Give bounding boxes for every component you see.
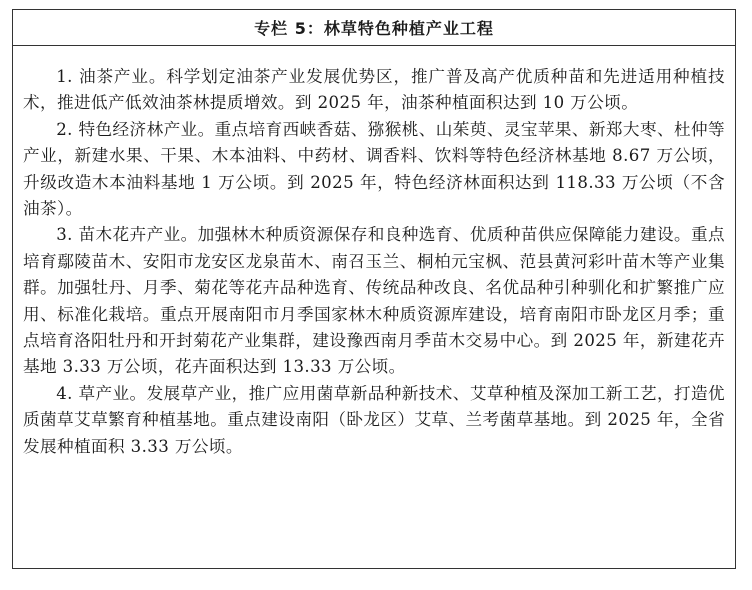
- paragraph-seedlings-flowers: 3. 苗木花卉产业。加强林木种质资源保存和良种选育、优质种苗供应保障能力建设。重点培育鄢陵苗木、安阳市龙安区龙泉苗木、南召玉兰、桐柏元宝枫、范县黄河彩叶苗木等产业集群。加强牡丹、月季、菊花等花卉品种选育、传统品种改良、名优品种引种驯化和扩繁推广应用、标准化栽培。重点开展南阳市月季国家林木种质资源库建设，培育南阳市卧龙区月季；重点培育洛阳牡丹和开封菊花产业集群，建设豫西南月季苗木交易中心。到 2025 年，新建花卉基地 3.33 万公顷，花卉面积达到 13.33 万公顷。: [23, 225, 725, 377]
- feature-box-title: 专栏 5：林草特色种植产业工程: [254, 19, 494, 38]
- feature-box: [12, 9, 736, 569]
- feature-box-body: [13, 46, 735, 460]
- paragraph-grass: 4. 草产业。发展草产业，推广应用菌草新品种新技术、艾草种植及深加工新工艺，打造优质菌草艾草繁育种植基地。重点建设南阳（卧龙区）艾草、兰考菌草基地。到 2025 年，全省发展种植面积 3.33 万公顷。: [23, 383, 725, 456]
- feature-box-header: [13, 10, 735, 46]
- paragraph-economic-forest: 2. 特色经济林产业。重点培育西峡香菇、猕猴桃、山茱萸、灵宝苹果、新郑大枣、杜仲等产业，新建水果、干果、木本油料、中药材、调香料、饮料等特色经济林基地 8.67 万公顷，升级改造木本油料基地 1 万公顷。到 2025 年，特色经济林面积达到 118.33 万公顷（不含油茶）。: [23, 119, 725, 219]
- paragraph-oil-tea: 1. 油茶产业。科学划定油茶产业发展优势区，推广普及高产优质种苗和先进适用种植技术，推进低产低效油茶林提质增效。到 2025 年，油茶种植面积达到 10 万公顷。: [23, 67, 725, 113]
